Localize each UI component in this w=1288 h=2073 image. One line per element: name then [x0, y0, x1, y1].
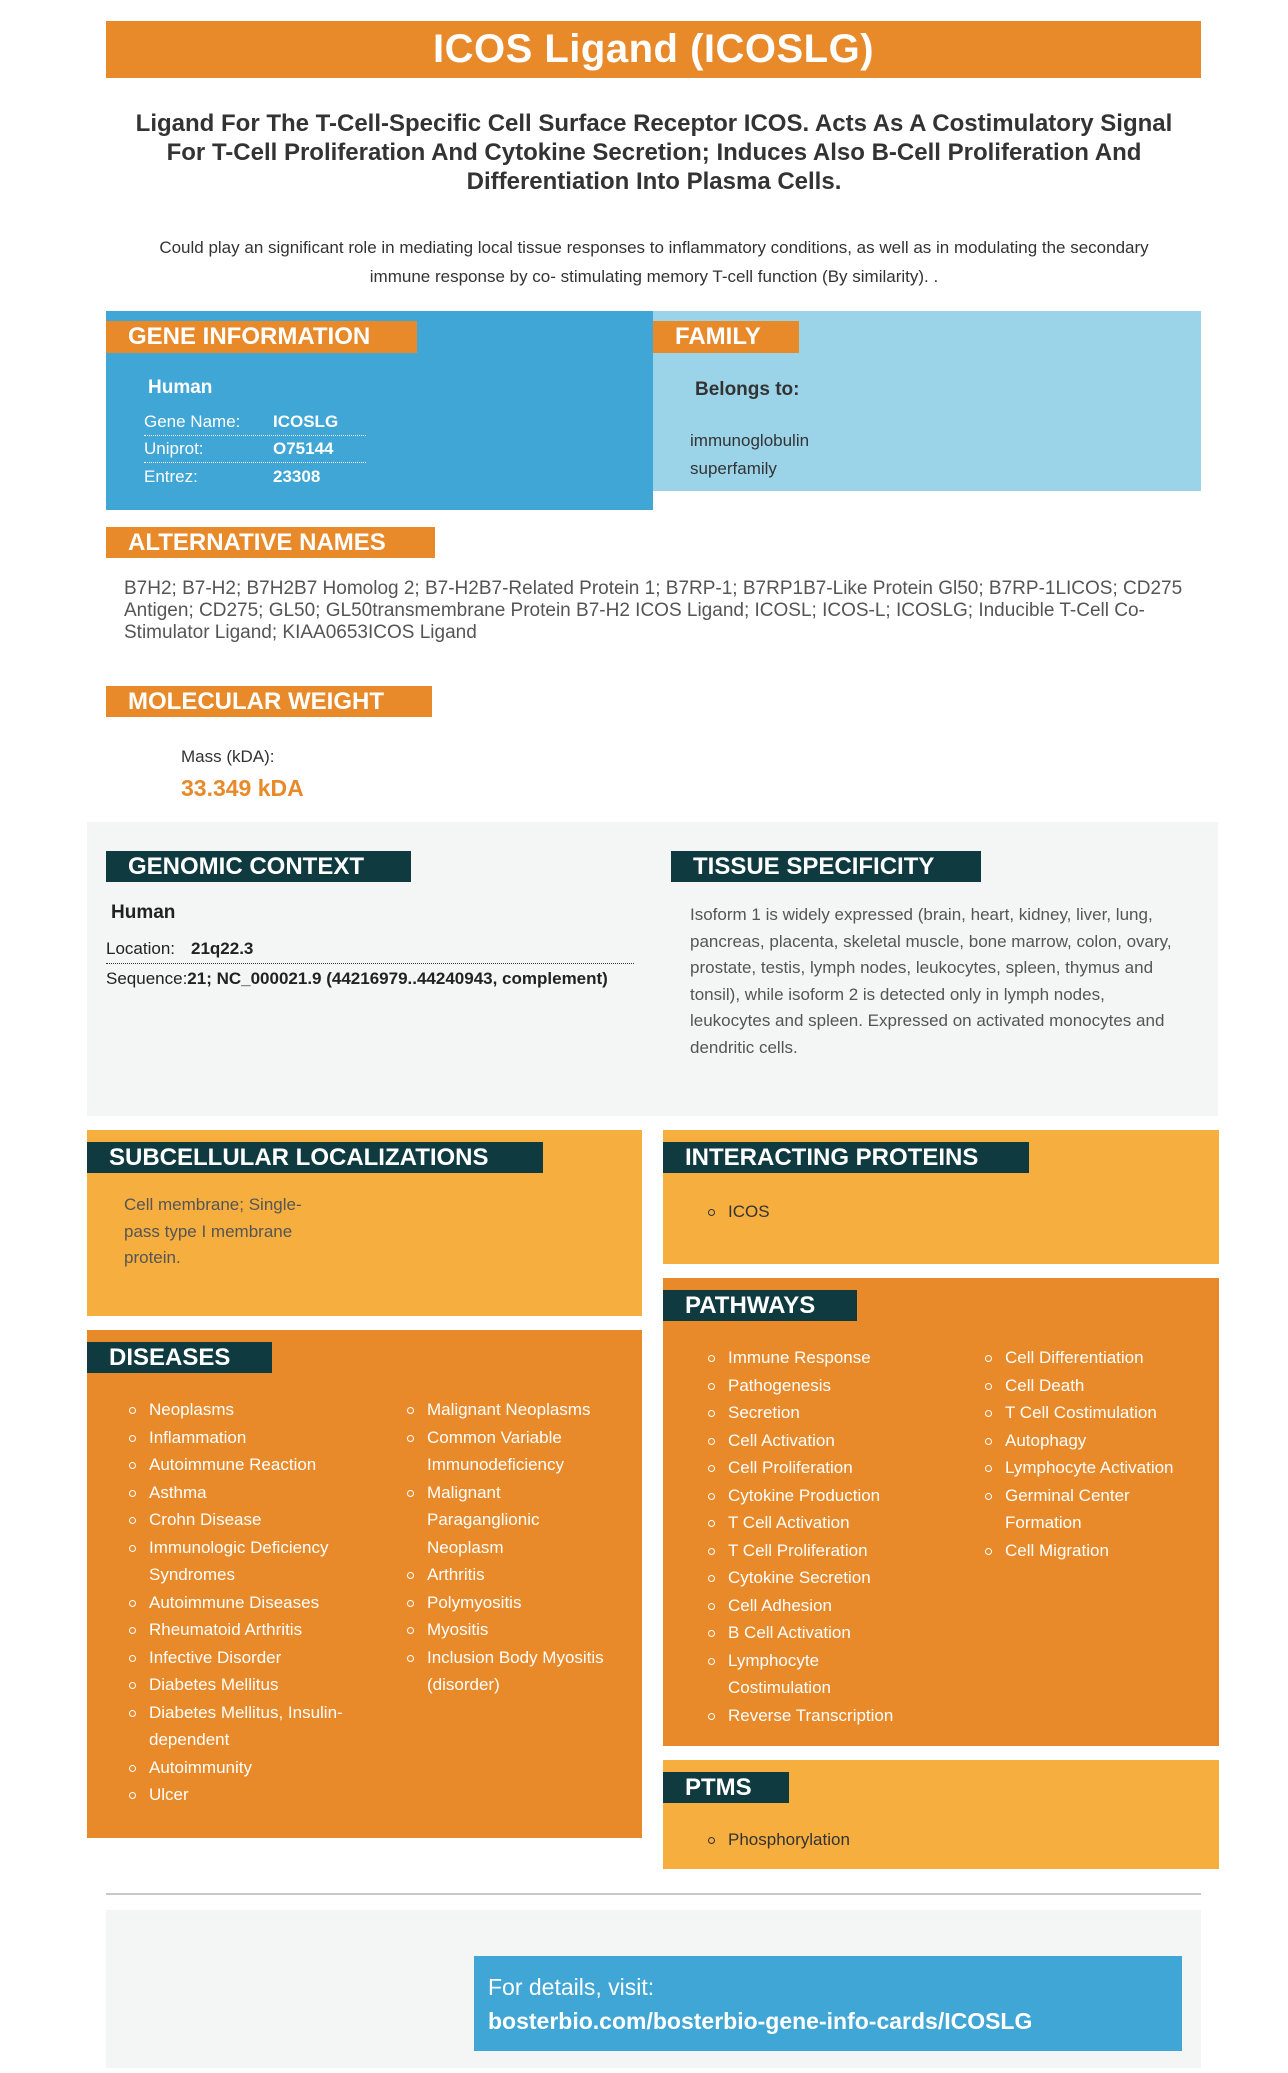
list-item: Immunologic Deficiency Syndromes — [129, 1534, 349, 1589]
list-item: ICOS — [708, 1198, 770, 1226]
gene-name-value: ICOSLG — [273, 412, 339, 431]
list-item: Autoimmune Diseases — [129, 1589, 349, 1617]
tissue-text: Isoform 1 is widely expressed (brain, heart, kidney, liver, lung, pancreas, placenta, skeletal muscle, bone marrow, colon, ovary, prostate, testis, lymph nodes, leukocytes, spleen, thymus and tonsil), while isoform 2 is detected only in lymph nodes, leukocytes and spleen. Expressed on activated monocytes and dendritic cells. — [690, 905, 1172, 1057]
list-item: Secretion — [708, 1399, 938, 1427]
pathways-list-col2 — [985, 1344, 1195, 1564]
pathways-list-col1 — [708, 1344, 938, 1729]
sequence-row — [106, 964, 634, 993]
list-item: Cell Proliferation — [708, 1454, 938, 1482]
list-item: Inflammation — [129, 1424, 349, 1452]
list-item: Ulcer — [129, 1781, 349, 1809]
list-item: Cytokine Production — [708, 1482, 938, 1510]
pathways-header: PATHWAYS — [663, 1290, 857, 1321]
mass-label: Mass (kDA): — [181, 747, 275, 766]
footer-region — [106, 1910, 1201, 2068]
list-item: Autoimmune Reaction — [129, 1451, 349, 1479]
list-item: Common Variable Immunodeficiency — [407, 1424, 607, 1479]
list-item: Diabetes Mellitus — [129, 1671, 349, 1699]
gene-info-species: Human — [148, 377, 213, 398]
location-label: Location: — [106, 939, 175, 958]
list-item: Pathogenesis — [708, 1372, 938, 1400]
list-item: T Cell Activation — [708, 1509, 938, 1537]
list-item: Malignant Paraganglionic Neoplasm — [407, 1479, 607, 1562]
gene-info-header: GENE INFORMATION — [106, 321, 417, 353]
diseases-header: DISEASES — [87, 1342, 272, 1373]
mol-weight-header: MOLECULAR WEIGHT — [106, 686, 432, 717]
interacting-panel — [663, 1130, 1219, 1264]
tissue-header: TISSUE SPECIFICITY — [671, 851, 981, 882]
footer-divider — [106, 1893, 1201, 1895]
sequence-label: Sequence: — [106, 968, 188, 988]
entrez-row — [144, 463, 366, 490]
pathways-panel — [663, 1278, 1219, 1746]
gene-name-row — [144, 409, 366, 436]
list-item: Cell Migration — [985, 1537, 1195, 1565]
diseases-panel — [87, 1330, 642, 1838]
ptms-panel — [663, 1760, 1219, 1869]
visit-label: For details, visit: — [488, 1974, 655, 2000]
list-item: Lymphocyte Activation — [985, 1454, 1195, 1482]
alt-names-text: B7H2; B7-H2; B7H2B7 Homolog 2; B7-H2B7-Related Protein 1; B7RP-1; B7RP1B7-Like Protein Gl50; B7RP-1LICOS; CD275 Antigen; CD275; GL50; GL50transmembrane Protein B7-H2 ICOS Ligand; ICOSL; ICOS-L; ICOSLG; Inducible T-Cell Co-Stimulator Ligand; KIAA0653ICOS Ligand — [124, 578, 1183, 643]
alt-names-header: ALTERNATIVE NAMES — [106, 527, 435, 558]
list-item: Phosphorylation — [708, 1826, 850, 1854]
context-region — [87, 822, 1218, 1116]
list-item: Lymphocyte Costimulation — [708, 1647, 858, 1702]
list-item: T Cell Proliferation — [708, 1537, 938, 1565]
list-item: T Cell Costimulation — [985, 1399, 1195, 1427]
location-row — [106, 935, 634, 964]
details-link-box[interactable] — [474, 1956, 1182, 2051]
list-item: Cell Death — [985, 1372, 1195, 1400]
mass-value: 33.349 kDA — [181, 775, 304, 801]
family-header: FAMILY — [653, 321, 799, 353]
genomic-rows — [106, 935, 634, 993]
list-item: Neoplasms — [129, 1396, 349, 1424]
list-item: Polymyositis — [407, 1589, 607, 1617]
page-subtitle: Ligand For The T-Cell-Specific Cell Surface Receptor ICOS. Acts As A Costimulatory Signal For T-Cell Proliferation And Cytokine Secretion; Induces Also B-Cell Proliferation And Differentiation Into Plasma Cells. — [135, 110, 1173, 195]
list-item: Autophagy — [985, 1427, 1195, 1455]
list-item: Arthritis — [407, 1561, 607, 1589]
details-url[interactable]: bosterbio.com/bosterbio-gene-info-cards/ICOSLG — [488, 2008, 1033, 2034]
list-item: Myositis — [407, 1616, 607, 1644]
list-item: Cell Differentiation — [985, 1344, 1195, 1372]
entrez-value: 23308 — [273, 466, 321, 486]
diseases-list-col1 — [129, 1396, 349, 1809]
genomic-species: Human — [111, 902, 176, 923]
subcellular-text: Cell membrane; Single-pass type I membrane protein. — [124, 1195, 302, 1267]
sequence-value: 21; NC_000021.9 (44216979..44240943, complement) — [187, 968, 608, 988]
interacting-header: INTERACTING PROTEINS — [663, 1142, 1029, 1173]
uniprot-row — [144, 436, 366, 463]
list-item: Autoimmunity — [129, 1754, 349, 1782]
ptms-list — [708, 1826, 850, 1854]
list-item: Germinal Center Formation — [985, 1482, 1135, 1537]
subcellular-header: SUBCELLULAR LOCALIZATIONS — [87, 1142, 543, 1173]
diseases-list-col2 — [407, 1396, 607, 1699]
ptms-header: PTMS — [663, 1772, 789, 1803]
title-bar — [106, 21, 1201, 78]
uniprot-label: Uniprot: — [144, 439, 204, 458]
list-item: Cell Adhesion — [708, 1592, 938, 1620]
family-panel — [653, 311, 1201, 491]
list-item: Reverse Transcription — [708, 1702, 938, 1730]
list-item: Cytokine Secretion — [708, 1564, 938, 1592]
subcellular-panel — [87, 1130, 642, 1316]
family-value: immunoglobulin superfamily — [690, 431, 810, 478]
page-title: ICOS Ligand (ICOSLG) — [432, 27, 875, 71]
page-description: Could play an significant role in mediating local tissue responses to inflammatory conditions, as well as in modulating the secondary immune response by co- stimulating memory T-cell function (By similarity). . — [159, 238, 1149, 286]
interacting-list — [708, 1198, 770, 1226]
gene-info-panel — [106, 311, 653, 510]
list-item: Immune Response — [708, 1344, 938, 1372]
list-item: Diabetes Mellitus, Insulin-dependent — [129, 1699, 349, 1754]
entrez-label: Entrez: — [144, 466, 198, 486]
gene-info-rows — [144, 409, 366, 490]
location-value: 21q22.3 — [191, 939, 254, 958]
gene-name-label: Gene Name: — [144, 412, 241, 431]
list-item: Rheumatoid Arthritis — [129, 1616, 349, 1644]
genomic-header: GENOMIC CONTEXT — [106, 851, 411, 882]
uniprot-value: O75144 — [273, 439, 334, 458]
list-item: Infective Disorder — [129, 1644, 349, 1672]
list-item: Crohn Disease — [129, 1506, 349, 1534]
list-item: B Cell Activation — [708, 1619, 938, 1647]
list-item: Inclusion Body Myositis (disorder) — [407, 1644, 607, 1699]
family-belongs-label: Belongs to: — [695, 379, 800, 400]
list-item: Asthma — [129, 1479, 349, 1507]
list-item: Cell Activation — [708, 1427, 938, 1455]
list-item: Malignant Neoplasms — [407, 1396, 607, 1424]
